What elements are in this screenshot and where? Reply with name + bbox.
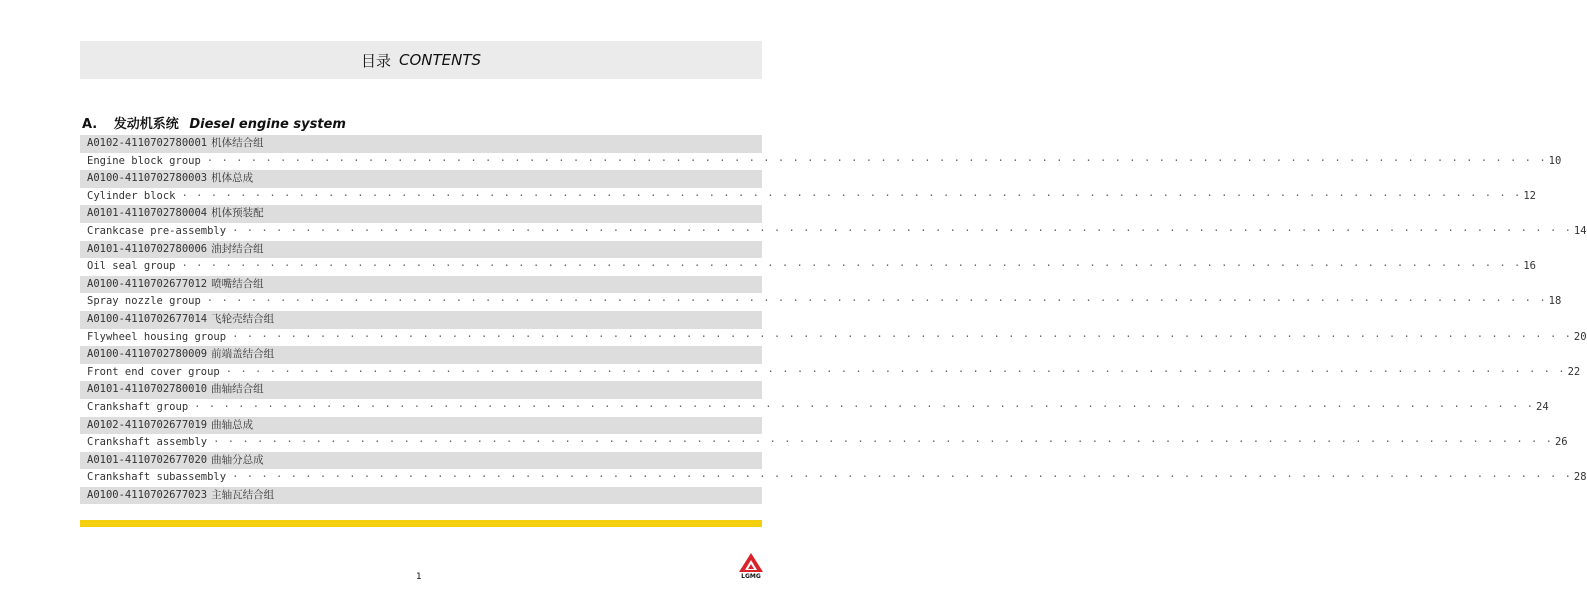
- toc-code-row: [80, 417, 762, 435]
- part-name-cn: 曲轴结合组: [211, 383, 264, 396]
- part-name-en: Cylinder block: [87, 189, 176, 202]
- title-cn: 目录: [360, 51, 391, 70]
- toc-code-row: [80, 241, 762, 259]
- section-heading: [82, 113, 346, 132]
- toc-code-row: [80, 452, 762, 470]
- title-en: CONTENTS: [398, 51, 482, 69]
- page-title-bar: [80, 41, 762, 79]
- toc-entry-link[interactable]: [80, 399, 1549, 417]
- part-code: A0100-4110702677014: [87, 312, 208, 325]
- toc-code-row: [80, 381, 762, 399]
- part-name-en: Crankshaft group: [87, 400, 189, 413]
- part-name-cn: 曲轴总成: [211, 418, 254, 431]
- page-ref: 16: [1523, 260, 1537, 273]
- part-name-en: Engine block group: [87, 154, 201, 167]
- part-name-cn: 机体总成: [211, 172, 254, 185]
- part-code: A0102-4110702780001: [87, 137, 208, 149]
- part-code: A0100-4110702780003: [87, 172, 208, 185]
- toc-entry-link[interactable]: [80, 153, 1562, 171]
- dot-leader: · · · · · · · · · · · · · · · · · · · · · · · · · · · · · · · · · · · · · · · · · · · · · · · · · · · · · · · · · · · · · · · · · · · · · · · · · · · · · · · · · · · · · · · · · · · ·: [206, 295, 1547, 308]
- part-code: A0101-4110702677020: [87, 453, 208, 466]
- part-name-cn: 曲轴分总成: [211, 453, 264, 466]
- yellow-divider: [80, 520, 762, 527]
- toc-entry-link[interactable]: [80, 329, 1587, 347]
- lgmg-logo-icon: [738, 552, 764, 574]
- part-name-en: Crankshaft subassembly: [87, 471, 227, 484]
- toc-code-row: [80, 170, 762, 188]
- page-ref: 24: [1536, 400, 1549, 413]
- dot-leader: · · · · · · · · · · · · · · · · · · · · · · · · · · · · · · · · · · · · · · · · · · · · · · · · · · · · · · · · · · · · · · · · · · · · · · · · · · · · · · · · · · · · · · · · · · · ·: [232, 330, 1572, 343]
- part-code: A0102-4110702677019: [87, 418, 208, 431]
- toc-entry-link[interactable]: [80, 434, 1568, 452]
- page-ref: 28: [1573, 471, 1587, 484]
- part-name-cn: 飞轮壳结合组: [211, 312, 275, 325]
- page-ref: 18: [1548, 295, 1562, 308]
- part-name-cn: 机体结合组: [211, 137, 264, 149]
- part-name-en: Crankshaft assembly: [87, 436, 208, 449]
- page-ref: 20: [1573, 330, 1587, 343]
- dot-leader: · · · · · · · · · · · · · · · · · · · · · · · · · · · · · · · · · · · · · · · · · · · · · · · · · · · · · · · · · · · · · · · · · · · · · · · · · · · · · · · · · · · · · · · · · · · ·: [206, 154, 1547, 167]
- part-code: A0100-4110702677012: [87, 277, 208, 290]
- page-ref: 10: [1548, 154, 1562, 167]
- lgmg-logo: [738, 552, 764, 582]
- toc-entry-link[interactable]: [80, 188, 1537, 206]
- toc-entry-link[interactable]: [80, 469, 1587, 487]
- part-code: A0101-4110702780006: [87, 242, 208, 255]
- page-number: 1: [416, 572, 422, 582]
- logo-text: LGMG: [741, 573, 761, 580]
- part-name-en: Flywheel housing group: [87, 330, 227, 343]
- page-ref: 26: [1554, 436, 1568, 449]
- toc-entry-link[interactable]: [80, 364, 1581, 382]
- part-name-cn: 主轴瓦结合组: [211, 488, 275, 501]
- dot-leader: · · · · · · · · · · · · · · · · · · · · · · · · · · · · · · · · · · · · · · · · · · · · · · · · · · · · · · · · · · · · · · · · · · · · · · · · · · · · · · · · · · · · · · · · · · · ·: [181, 260, 1522, 273]
- page-ref: 12: [1523, 189, 1537, 202]
- part-name-cn: 油封结合组: [211, 242, 264, 255]
- dot-leader: · · · · · · · · · · · · · · · · · · · · · · · · · · · · · · · · · · · · · · · · · · · · · · · · · · · · · · · · · · · · · · · · · · · · · · · · · · · · · · · · · · · · · · · · · · · ·: [232, 471, 1572, 484]
- part-name-en: Front end cover group: [87, 365, 220, 378]
- dot-leader: · · · · · · · · · · · · · · · · · · · · · · · · · · · · · · · · · · · · · · · · · · · · · · · · · · · · · · · · · · · · · · · · · · · · · · · · · · · · · · · · · · · · · · · · · · · ·: [213, 436, 1553, 449]
- part-name-en: Oil seal group: [87, 260, 176, 273]
- part-name-cn: 前端盖结合组: [211, 348, 275, 361]
- toc-entry-link[interactable]: [80, 223, 1587, 241]
- toc-code-row: [80, 135, 762, 153]
- dot-leader: · · · · · · · · · · · · · · · · · · · · · · · · · · · · · · · · · · · · · · · · · · · · · · · · · · · · · · · · · · · · · · · · · · · · · · · · · · · · · · · · · · · · · · · · · · · ·: [225, 365, 1566, 378]
- part-name-en: Crankcase pre-assembly: [87, 224, 227, 237]
- dot-leader: · · · · · · · · · · · · · · · · · · · · · · · · · · · · · · · · · · · · · · · · · · · · · · · · · · · · · · · · · · · · · · · · · · · · · · · · · · · · · · · · · · · · · · · · · · · ·: [232, 224, 1572, 237]
- toc-entry-link[interactable]: [80, 258, 1537, 276]
- page-ref: 14: [1573, 224, 1587, 237]
- part-name-cn: 喷嘴结合组: [211, 277, 264, 290]
- part-name-en: Spray nozzle group: [87, 295, 201, 308]
- part-code: A0100-4110702780009: [87, 348, 208, 361]
- toc-code-row: [80, 205, 762, 223]
- toc-code-row: [80, 487, 762, 505]
- toc-code-row: [80, 276, 762, 294]
- dot-leader: · · · · · · · · · · · · · · · · · · · · · · · · · · · · · · · · · · · · · · · · · · · · · · · · · · · · · · · · · · · · · · · · · · · · · · · · · · · · · · · · · · · · · · · · · · · ·: [194, 400, 1534, 413]
- part-name-cn: 机体预装配: [211, 207, 264, 220]
- part-code: A0101-4110702780010: [87, 383, 208, 396]
- toc-entry-link[interactable]: [80, 293, 1562, 311]
- section-letter: A.: [82, 117, 98, 132]
- page-ref: 22: [1567, 365, 1581, 378]
- part-code: A0100-4110702677023: [87, 488, 208, 501]
- section-title-en: Diesel engine system: [189, 117, 346, 132]
- dot-leader: · · · · · · · · · · · · · · · · · · · · · · · · · · · · · · · · · · · · · · · · · · · · · · · · · · · · · · · · · · · · · · · · · · · · · · · · · · · · · · · · · · · · · · · · · · · ·: [181, 189, 1522, 202]
- section-title-cn: 发动机系统: [113, 117, 179, 132]
- table-of-contents: [80, 135, 1587, 504]
- toc-code-row: [80, 311, 762, 329]
- toc-code-row: [80, 346, 762, 364]
- part-code: A0101-4110702780004: [87, 207, 208, 220]
